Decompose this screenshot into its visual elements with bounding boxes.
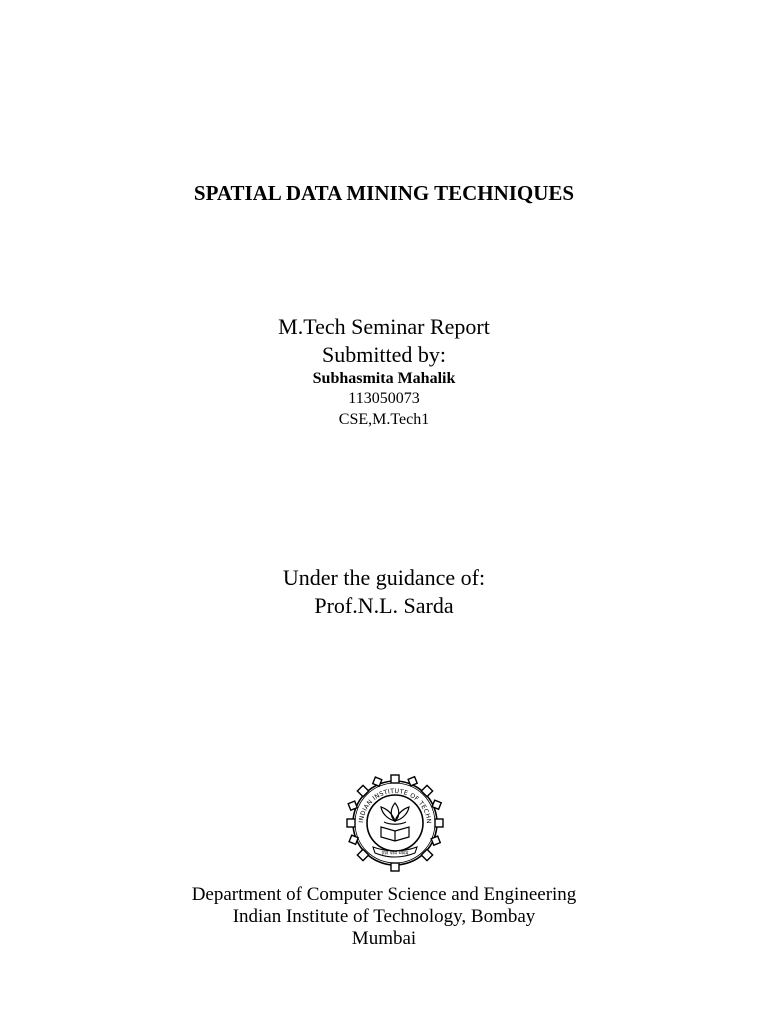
guide-name: Prof.N.L. Sarda (314, 593, 454, 618)
svg-text:INDIAN INSTITUTE OF TECHNOLOGY: INDIAN INSTITUTE OF TECHN (358, 787, 433, 825)
city-name: Mumbai (351, 928, 417, 949)
department-name: Department of Computer Science and Engineering (191, 884, 577, 905)
guidance-label: Under the guidance of: (282, 565, 486, 590)
document-title: SPATIAL DATA MINING TECHNIQUES (193, 181, 575, 205)
submitted-by-label: Submitted by: (321, 342, 447, 367)
student-roll-number: 113050073 (348, 390, 420, 407)
student-name: Subhasmita Mahalik (312, 370, 456, 387)
report-type: M.Tech Seminar Report (278, 314, 490, 339)
institute-name: Indian Institute of Technology, Bombay (232, 906, 536, 927)
svg-text:ज्ञानं परमं ध्येयम्: ज्ञानं परमं ध्येयम् (381, 851, 409, 857)
iit-bombay-logo-icon (340, 773, 450, 873)
student-program: CSE,M.Tech1 (338, 411, 430, 428)
